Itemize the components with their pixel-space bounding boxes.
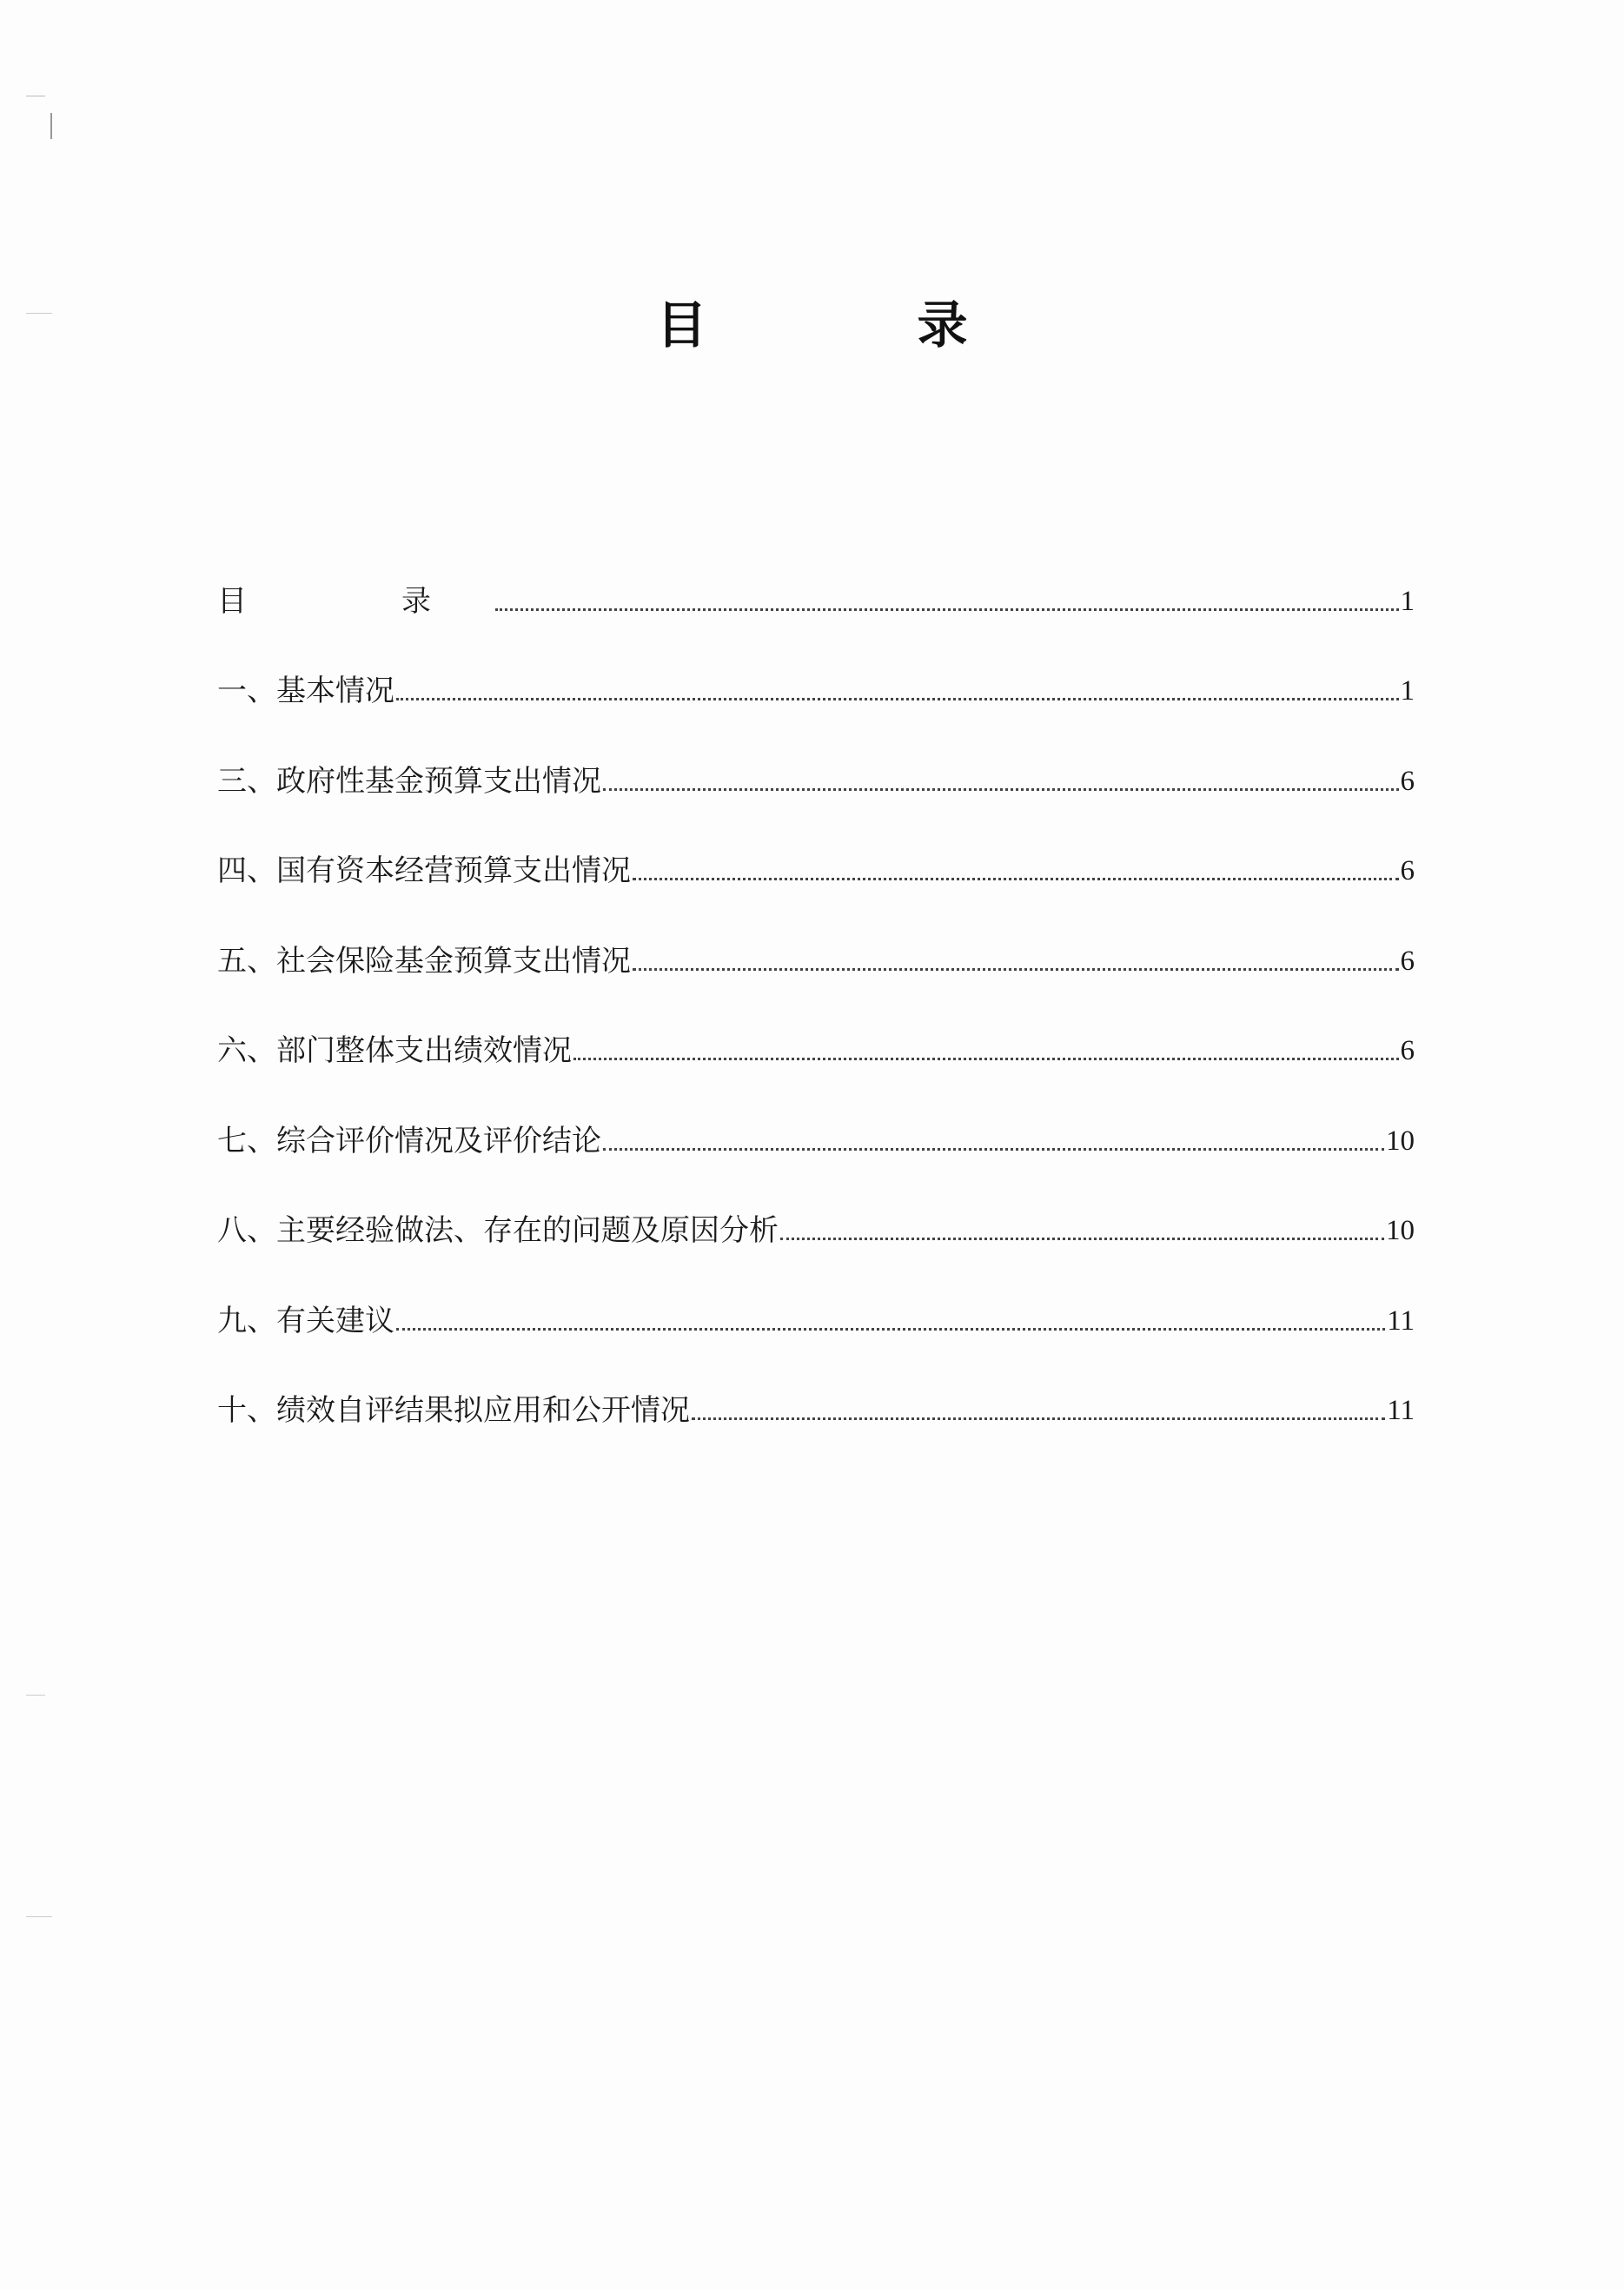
toc-entry-label: 八、主要经验做法、存在的问题及原因分析 bbox=[217, 1213, 779, 1248]
toc-entry-label: 三、政府性基金预算支出情况 bbox=[217, 763, 601, 799]
toc-entry[interactable] bbox=[217, 1065, 1415, 1156]
toc-dot-leader bbox=[692, 1417, 1385, 1420]
toc-entry-label: 目 录 bbox=[217, 583, 494, 619]
toc-entry-label: 一、基本情况 bbox=[217, 674, 394, 708]
toc-entry[interactable] bbox=[217, 976, 1415, 1066]
toc-entry-label: 六、部门整体支出绩效情况 bbox=[217, 1033, 572, 1068]
scan-mark bbox=[26, 1916, 52, 1917]
scan-mark bbox=[50, 113, 52, 139]
toc-entry[interactable] bbox=[217, 1245, 1415, 1336]
toc-dot-leader bbox=[396, 1328, 1385, 1331]
toc-dot-leader bbox=[603, 1148, 1384, 1151]
toc-entry[interactable] bbox=[217, 1336, 1415, 1426]
toc-entry-page: 1 bbox=[1400, 585, 1415, 617]
table-of-contents bbox=[217, 526, 1415, 1428]
toc-entry[interactable] bbox=[217, 796, 1415, 886]
toc-dot-leader bbox=[633, 878, 1399, 880]
toc-entry-label: 四、国有资本经营预算支出情况 bbox=[217, 853, 631, 888]
toc-dot-leader bbox=[633, 968, 1399, 971]
toc-dot-leader bbox=[573, 1058, 1399, 1060]
toc-dot-leader bbox=[495, 608, 1399, 611]
scan-mark bbox=[26, 1695, 45, 1696]
toc-dot-leader bbox=[780, 1238, 1384, 1240]
toc-entry-page: 6 bbox=[1400, 855, 1415, 886]
toc-entry-label: 七、综合评价情况及评价结论 bbox=[217, 1123, 601, 1158]
toc-dot-leader bbox=[396, 698, 1399, 700]
toc-entry-page: 11 bbox=[1387, 1395, 1415, 1426]
toc-entry-label: 十、绩效自评结果拟应用和公开情况 bbox=[217, 1393, 690, 1428]
toc-entry-label: 九、有关建议 bbox=[217, 1303, 394, 1338]
toc-entry-page: 6 bbox=[1400, 765, 1415, 797]
toc-dot-leader bbox=[603, 788, 1399, 791]
toc-entry-page: 6 bbox=[1400, 1035, 1415, 1066]
toc-entry[interactable] bbox=[217, 616, 1415, 707]
toc-entry[interactable] bbox=[217, 886, 1415, 979]
toc-entry[interactable] bbox=[217, 526, 1415, 619]
toc-entry-label: 五、社会保险基金预算支出情况 bbox=[217, 943, 631, 979]
toc-entry[interactable] bbox=[217, 1156, 1415, 1246]
toc-entry[interactable] bbox=[217, 706, 1415, 799]
toc-entry-page: 10 bbox=[1386, 1215, 1415, 1246]
toc-entry-page: 1 bbox=[1400, 675, 1415, 707]
toc-entry-page: 6 bbox=[1400, 945, 1415, 977]
toc-entry-page: 10 bbox=[1386, 1125, 1415, 1157]
toc-entry-page: 11 bbox=[1387, 1304, 1415, 1337]
page-title: 目 录 bbox=[656, 295, 1048, 355]
